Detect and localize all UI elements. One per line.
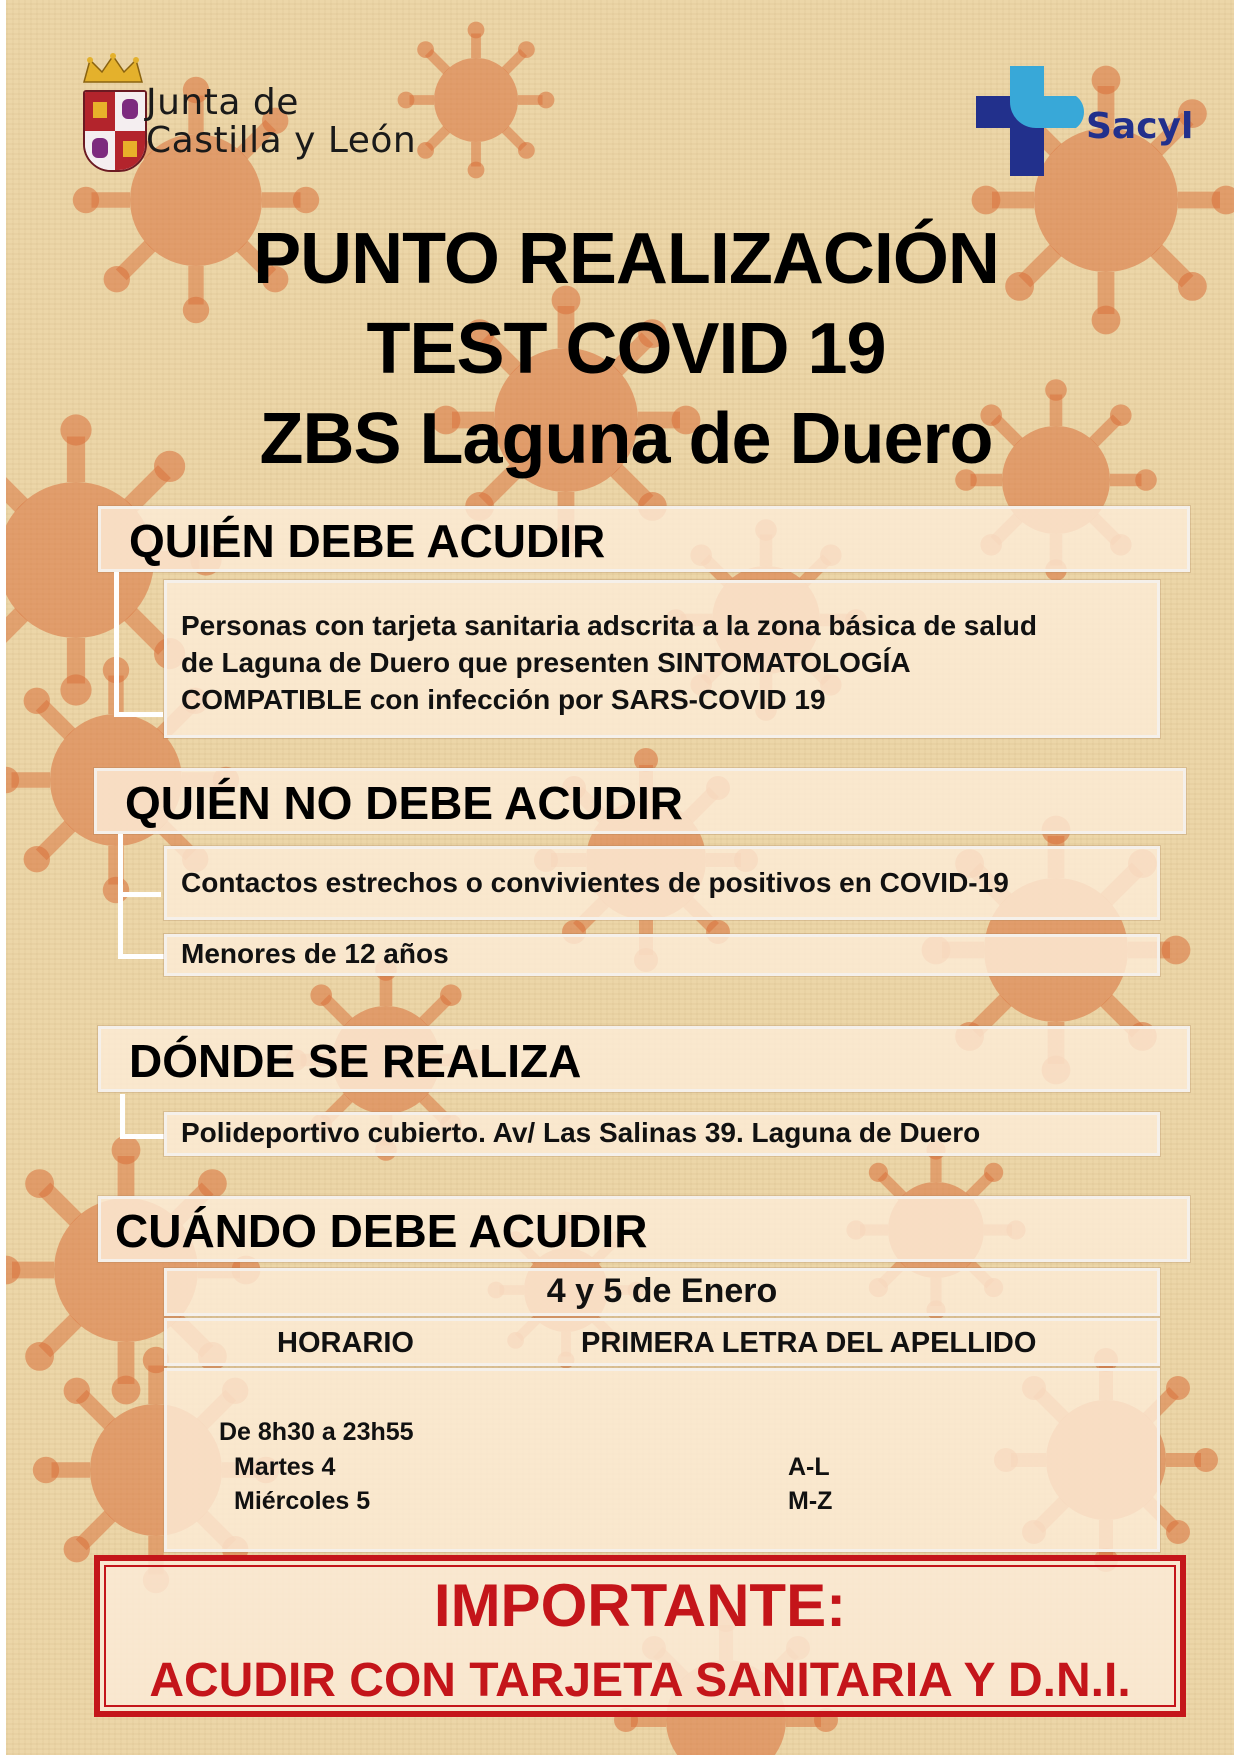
section-heading-box <box>98 1026 1190 1092</box>
section-heading-box <box>94 768 1186 834</box>
cuando-dates: 4 y 5 de Enero <box>546 1272 778 1310</box>
important-box <box>94 1555 1186 1717</box>
crown-icon <box>80 52 146 88</box>
title-line1: PUNTO REALIZACIÓN <box>253 219 999 299</box>
connector-branch <box>123 892 161 897</box>
col-horario: HORARIO <box>277 1327 414 1359</box>
quien-no-debe-item2: Menores de 12 años <box>181 938 449 969</box>
letters-row2: M-Z <box>788 1487 833 1515</box>
info-box <box>164 846 1160 920</box>
quien-no-debe-item1: Contactos estrechos o convivientes de positivos en COVID-19 <box>181 867 1009 898</box>
info-box <box>164 934 1160 976</box>
col-letra: PRIMERA LETRA DEL APELLIDO <box>581 1327 1037 1359</box>
sacyl-logo-text: Sacyl <box>1086 106 1194 147</box>
schedule-header <box>164 1318 1160 1366</box>
day-row2: Miércoles 5 <box>234 1487 371 1515</box>
quien-debe-line3: COMPATIBLE con infección por SARS-COVID 19 <box>181 684 826 715</box>
connector-line <box>114 572 163 717</box>
schedule-body <box>164 1368 1160 1552</box>
quien-debe-line2: de Laguna de Duero que presenten SINTOMATOLOGÍA <box>181 647 911 678</box>
important-title: IMPORTANTE: <box>433 1572 847 1639</box>
important-text: ACUDIR CON TARJETA SANITARIA Y D.N.I. <box>149 1654 1131 1707</box>
letters-row1: A-L <box>788 1453 830 1481</box>
coat-of-arms-icon <box>83 90 147 172</box>
day-row1: Martes 4 <box>234 1453 336 1481</box>
heading-quien-no-debe: QUIÉN NO DEBE ACUDIR <box>125 777 683 829</box>
dates-box <box>164 1268 1160 1316</box>
quien-debe-line1: Personas con tarjeta sanitaria adscrita a la zona básica de salud <box>181 610 1037 641</box>
heading-quien-debe: QUIÉN DEBE ACUDIR <box>129 515 606 567</box>
donde-text: Polideportivo cubierto. Av/ Las Salinas 39. Laguna de Duero <box>181 1117 981 1148</box>
junta-name <box>146 84 416 160</box>
hours-text: De 8h30 a 23h55 <box>219 1418 414 1446</box>
info-box <box>164 1112 1160 1156</box>
heading-donde: DÓNDE SE REALIZA <box>129 1035 582 1087</box>
medical-cross-icon <box>976 66 1086 176</box>
connector-line <box>120 1094 165 1139</box>
poster <box>6 0 1234 1755</box>
info-box <box>164 580 1160 738</box>
junta-line2: Castilla y León <box>146 120 417 161</box>
heading-cuando: CUÁNDO DEBE ACUDIR <box>115 1205 648 1257</box>
section-heading-box <box>98 1196 1190 1262</box>
title-line2: TEST COVID 19 <box>366 309 886 389</box>
junta-line1: Junta de <box>146 82 299 123</box>
title-line3: ZBS Laguna de Duero <box>259 399 993 479</box>
section-heading-box <box>98 506 1190 572</box>
